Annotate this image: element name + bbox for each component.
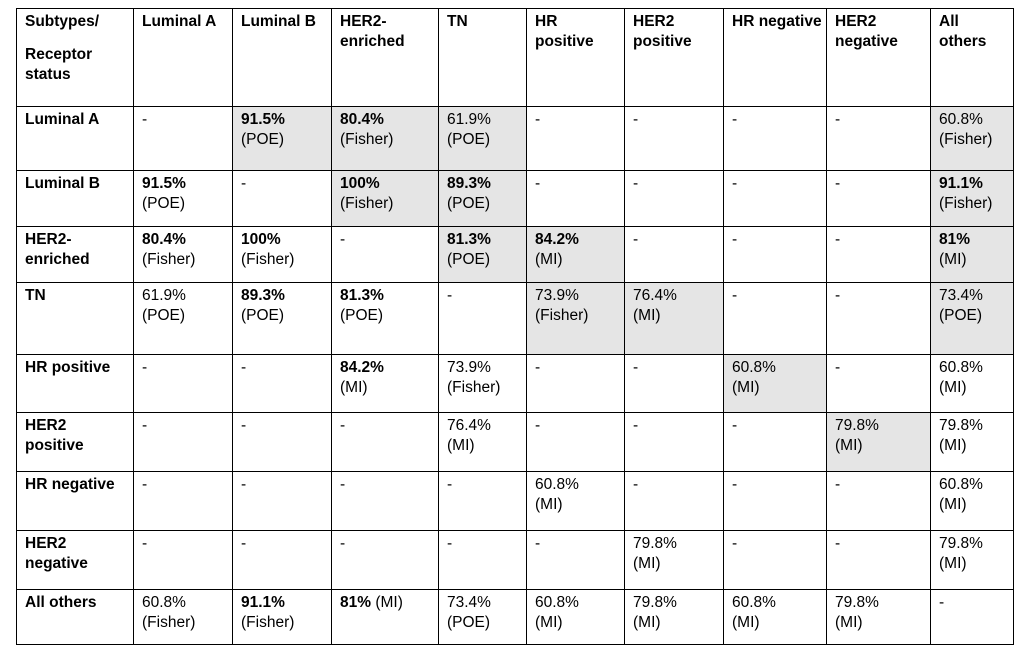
cell-value: 80.4%	[340, 111, 384, 128]
table-cell	[827, 590, 931, 645]
table-cell	[724, 531, 827, 590]
cell-value: -	[732, 111, 738, 128]
cell-method: (POE)	[142, 307, 186, 324]
cell-value: 89.3%	[241, 287, 285, 304]
cell-method: (POE)	[447, 251, 491, 268]
table-cell	[527, 531, 625, 590]
table-cell	[439, 283, 527, 355]
cell-value: -	[732, 231, 738, 248]
table-cell	[827, 413, 931, 472]
cell-value: 79.8%	[939, 417, 983, 434]
cell-method: (Fisher)	[447, 379, 501, 396]
table-cell	[233, 355, 332, 413]
cell-value: 100%	[340, 175, 380, 192]
table-cell	[724, 283, 827, 355]
cell-value: 73.4%	[939, 287, 983, 304]
table-cell	[233, 227, 332, 283]
cell-value: 79.8%	[633, 594, 677, 611]
table-cell	[439, 227, 527, 283]
table-cell	[332, 531, 439, 590]
table-cell	[134, 227, 233, 283]
cell-method: (MI)	[375, 594, 403, 611]
cell-method: (MI)	[939, 379, 967, 396]
cell-value: -	[732, 535, 738, 552]
cell-value: 73.4%	[447, 594, 491, 611]
cell-method: (Fisher)	[939, 131, 993, 148]
table-cell	[724, 590, 827, 645]
cell-method: (POE)	[939, 307, 983, 324]
cell-method: (Fisher)	[241, 251, 295, 268]
cell-value: 84.2%	[340, 359, 384, 376]
cell-value: -	[732, 175, 738, 192]
table-cell	[134, 472, 233, 531]
table-cell	[134, 107, 233, 171]
row-header: Luminal A	[17, 107, 134, 171]
cell-value: 60.8%	[142, 594, 186, 611]
cell-value: 91.5%	[241, 111, 285, 128]
table-cell	[332, 107, 439, 171]
cell-value: -	[142, 417, 148, 434]
column-header: All others	[931, 9, 1014, 107]
table-cell	[724, 355, 827, 413]
cell-value: -	[241, 476, 247, 493]
table-cell	[931, 227, 1014, 283]
header-row	[17, 9, 1014, 107]
table-cell	[439, 107, 527, 171]
table-row	[17, 590, 1014, 645]
table-cell	[625, 413, 724, 472]
cell-value: -	[447, 535, 453, 552]
cell-value: 89.3%	[447, 175, 491, 192]
row-header: HER2 negative	[17, 531, 134, 590]
concordance-table	[16, 8, 1014, 645]
cell-value: 60.8%	[535, 476, 579, 493]
table-cell	[332, 283, 439, 355]
cell-value: -	[535, 535, 541, 552]
cell-method: (Fisher)	[142, 251, 196, 268]
cell-value: -	[633, 476, 639, 493]
row-header: HER2 positive	[17, 413, 134, 472]
table-cell	[134, 531, 233, 590]
cell-method: (MI)	[939, 251, 967, 268]
row-header: All others	[17, 590, 134, 645]
table-cell	[439, 171, 527, 227]
table-cell	[233, 472, 332, 531]
row-header: HER2-enriched	[17, 227, 134, 283]
table-cell	[931, 413, 1014, 472]
cell-method: (MI)	[535, 614, 563, 631]
cell-method: (MI)	[535, 496, 563, 513]
table-cell	[233, 531, 332, 590]
cell-value: 91.1%	[939, 175, 983, 192]
column-header: TN	[439, 9, 527, 107]
table-cell	[527, 171, 625, 227]
cell-method: (Fisher)	[939, 195, 993, 212]
cell-value: -	[241, 359, 247, 376]
cell-value: -	[732, 476, 738, 493]
table-row	[17, 413, 1014, 472]
table-cell	[439, 413, 527, 472]
table-cell	[332, 171, 439, 227]
cell-value: 79.8%	[835, 417, 879, 434]
cell-method: (MI)	[447, 437, 475, 454]
table-cell	[931, 531, 1014, 590]
cell-value: -	[535, 111, 541, 128]
table-row	[17, 227, 1014, 283]
table-cell	[332, 590, 439, 645]
cell-method: (Fisher)	[535, 307, 589, 324]
table-cell	[931, 171, 1014, 227]
table-cell	[439, 590, 527, 645]
table-cell	[625, 227, 724, 283]
table-cell	[527, 283, 625, 355]
cell-value: -	[340, 417, 346, 434]
cell-value: 73.9%	[535, 287, 579, 304]
table-cell	[724, 413, 827, 472]
table-cell	[527, 590, 625, 645]
cell-value: 91.5%	[142, 175, 186, 192]
cell-method: (MI)	[633, 555, 661, 572]
cell-method: (MI)	[835, 614, 863, 631]
table-cell	[134, 355, 233, 413]
cell-method: (MI)	[535, 251, 563, 268]
cell-value: -	[835, 359, 841, 376]
table-cell	[233, 283, 332, 355]
table-cell	[827, 171, 931, 227]
table-cell	[625, 171, 724, 227]
cell-method: (MI)	[939, 555, 967, 572]
cell-value: -	[241, 535, 247, 552]
cell-value: 76.4%	[633, 287, 677, 304]
column-header: Luminal A	[134, 9, 233, 107]
cell-method: (Fisher)	[340, 195, 394, 212]
cell-method: (Fisher)	[340, 131, 394, 148]
table-cell	[931, 355, 1014, 413]
cell-value: 80.4%	[142, 231, 186, 248]
cell-value: -	[835, 175, 841, 192]
table-cell	[931, 107, 1014, 171]
table-cell	[527, 472, 625, 531]
cell-value: 81%	[340, 594, 372, 611]
table-cell	[724, 171, 827, 227]
table-cell	[134, 171, 233, 227]
table-cell	[332, 227, 439, 283]
cell-value: 79.8%	[939, 535, 983, 552]
cell-value: 100%	[241, 231, 281, 248]
table-row	[17, 171, 1014, 227]
row-header: HR negative	[17, 472, 134, 531]
cell-value: -	[835, 231, 841, 248]
cell-method: (POE)	[447, 195, 491, 212]
cell-method: (Fisher)	[142, 614, 196, 631]
table-cell	[233, 171, 332, 227]
cell-method: (MI)	[835, 437, 863, 454]
cell-value: -	[241, 417, 247, 434]
table-cell	[931, 283, 1014, 355]
table-cell	[527, 107, 625, 171]
table-cell	[134, 590, 233, 645]
cell-value: -	[835, 476, 841, 493]
cell-method: (MI)	[732, 379, 760, 396]
cell-method: (POE)	[142, 195, 186, 212]
cell-value: -	[633, 111, 639, 128]
table-cell	[332, 355, 439, 413]
table-cell	[931, 472, 1014, 531]
cell-value: -	[835, 535, 841, 552]
cell-method: (MI)	[732, 614, 760, 631]
cell-method: (MI)	[633, 307, 661, 324]
cell-value: 60.8%	[535, 594, 579, 611]
table-cell	[827, 283, 931, 355]
table-cell	[233, 590, 332, 645]
cell-value: -	[447, 287, 453, 304]
cell-value: 81%	[939, 231, 971, 248]
cell-value: -	[633, 359, 639, 376]
cell-value: -	[142, 111, 148, 128]
row-header: HR positive	[17, 355, 134, 413]
corner-header-top: Subtypes/	[25, 13, 100, 30]
table-cell	[625, 283, 724, 355]
column-header: HER2 negative	[827, 9, 931, 107]
cell-value: -	[835, 111, 841, 128]
table-cell	[134, 413, 233, 472]
cell-value: 79.8%	[633, 535, 677, 552]
cell-value: -	[732, 287, 738, 304]
cell-method: (POE)	[241, 307, 285, 324]
cell-value: -	[835, 287, 841, 304]
column-header: HR positive	[527, 9, 625, 107]
cell-value: 79.8%	[835, 594, 879, 611]
cell-value: -	[340, 535, 346, 552]
cell-value: 81.3%	[340, 287, 384, 304]
row-header: Luminal B	[17, 171, 134, 227]
cell-value: 60.8%	[732, 594, 776, 611]
cell-value: 60.8%	[939, 476, 983, 493]
table-row	[17, 283, 1014, 355]
corner-header-bottom: Receptor status	[25, 46, 93, 83]
table-cell	[625, 355, 724, 413]
cell-value: 73.9%	[447, 359, 491, 376]
cell-method: (MI)	[340, 379, 368, 396]
cell-value: 60.8%	[939, 111, 983, 128]
cell-method: (MI)	[633, 614, 661, 631]
cell-value: -	[340, 476, 346, 493]
table-cell	[332, 413, 439, 472]
row-header: TN	[17, 283, 134, 355]
table-cell	[439, 531, 527, 590]
table-row	[17, 355, 1014, 413]
cell-value: -	[633, 417, 639, 434]
cell-value: 84.2%	[535, 231, 579, 248]
cell-value: 61.9%	[447, 111, 491, 128]
table-cell	[827, 531, 931, 590]
cell-value: 60.8%	[939, 359, 983, 376]
table-cell	[724, 472, 827, 531]
table-cell	[527, 355, 625, 413]
column-header: Luminal B	[233, 9, 332, 107]
cell-value: -	[340, 231, 346, 248]
cell-value: 60.8%	[732, 359, 776, 376]
table-cell	[724, 227, 827, 283]
cell-value: -	[939, 594, 945, 611]
table-cell	[625, 590, 724, 645]
table-cell	[827, 227, 931, 283]
cell-method: (POE)	[447, 614, 491, 631]
table-cell	[233, 413, 332, 472]
table-row	[17, 107, 1014, 171]
table-cell	[332, 472, 439, 531]
cell-method: (POE)	[241, 131, 285, 148]
table-cell	[439, 355, 527, 413]
cell-value: -	[535, 175, 541, 192]
table-cell	[233, 107, 332, 171]
cell-value: -	[633, 231, 639, 248]
cell-value: -	[535, 417, 541, 434]
cell-value: -	[142, 476, 148, 493]
table-cell	[527, 227, 625, 283]
cell-value: 81.3%	[447, 231, 491, 248]
cell-value: 76.4%	[447, 417, 491, 434]
column-header: HER2 positive	[625, 9, 724, 107]
table-cell	[724, 107, 827, 171]
table-row	[17, 472, 1014, 531]
corner-header	[17, 9, 134, 107]
cell-value: 91.1%	[241, 594, 285, 611]
cell-method: (Fisher)	[241, 614, 295, 631]
cell-value: -	[732, 417, 738, 434]
cell-method: (MI)	[939, 437, 967, 454]
cell-value: -	[535, 359, 541, 376]
table-cell	[931, 590, 1014, 645]
cell-value: -	[447, 476, 453, 493]
cell-value: 61.9%	[142, 287, 186, 304]
table-cell	[625, 107, 724, 171]
cell-method: (POE)	[447, 131, 491, 148]
cell-value: -	[633, 175, 639, 192]
table-cell	[134, 283, 233, 355]
cell-method: (MI)	[939, 496, 967, 513]
column-header: HER2-enriched	[332, 9, 439, 107]
cell-value: -	[241, 175, 247, 192]
table-cell	[439, 472, 527, 531]
table-cell	[827, 472, 931, 531]
table-row	[17, 531, 1014, 590]
column-header: HR negative	[724, 9, 827, 107]
cell-value: -	[142, 359, 148, 376]
table-cell	[625, 472, 724, 531]
cell-value: -	[142, 535, 148, 552]
table-cell	[827, 107, 931, 171]
table-cell	[827, 355, 931, 413]
table-cell	[527, 413, 625, 472]
table-cell	[625, 531, 724, 590]
cell-method: (POE)	[340, 307, 384, 324]
